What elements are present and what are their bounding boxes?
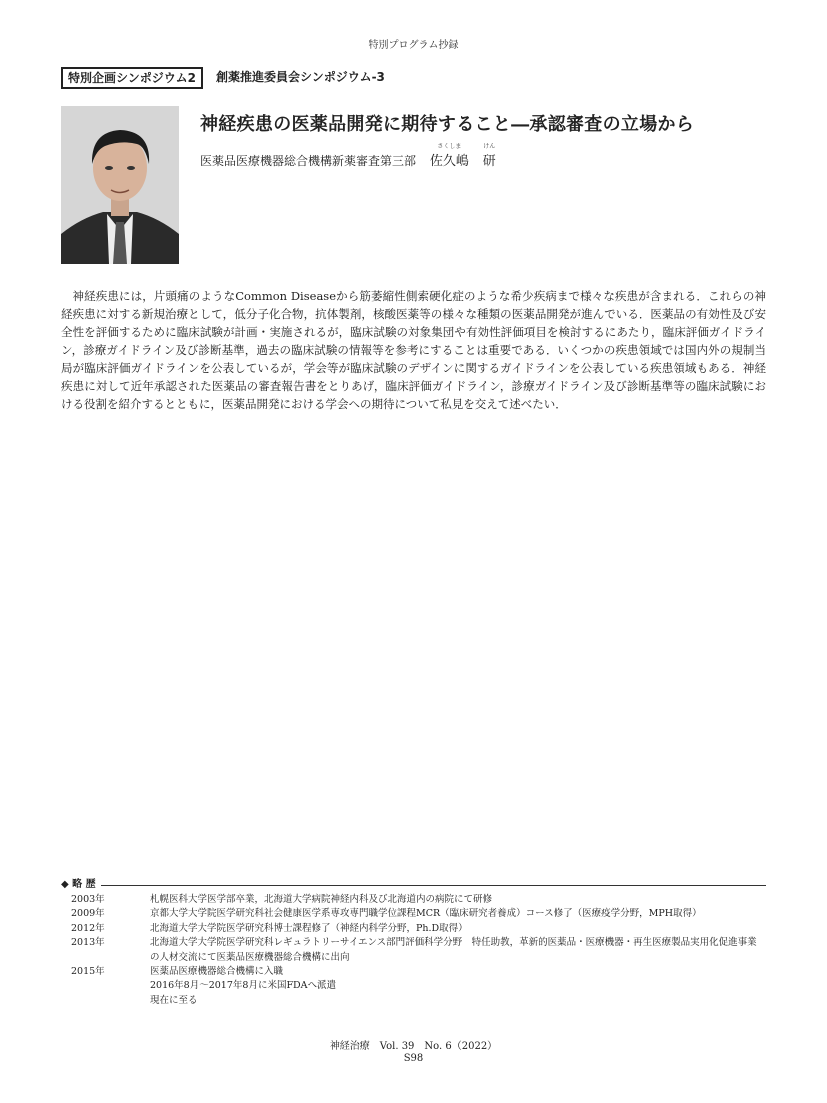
cv-line: 北海道大学大学院医学研究科レギュラトリーサイエンス部門評価科学分野 特任助教，革新的医薬品・医療機器・再生医療製品実用化促進事業の人材交流にて医薬品医療機器総合機構に出向 [150, 937, 757, 963]
cv-description [150, 907, 766, 921]
cv-description [150, 922, 766, 936]
cv-list [61, 893, 766, 1008]
cv-year: 2015年 [71, 966, 105, 978]
article-title: 神経疾患の医薬品開発に期待すること―承認審査の立場から [200, 114, 695, 135]
author-family-text: 佐久嶋 [429, 154, 469, 169]
author-photo [61, 106, 179, 264]
session-category-badge: 特別企画シンポジウム2 [61, 67, 203, 89]
cv-heading [61, 878, 766, 892]
cv-year: 2003年 [71, 894, 105, 905]
cv-description [150, 965, 766, 1008]
affiliation: 医薬品医療機器総合機構新薬審査第三部 [200, 154, 417, 168]
cv-line: 札幌医科大学医学部卒業，北海道大学病院神経内科及び北海道内の病院にて研修 [150, 894, 493, 905]
cv-entry [61, 965, 766, 1008]
running-header: 特別プログラム抄録 [368, 40, 459, 51]
author-family-name [429, 143, 469, 169]
cv-line: 現在に至る [150, 994, 198, 1006]
author-given-reading: けん [483, 143, 496, 150]
cv-entry [61, 893, 766, 907]
author-line [200, 143, 496, 169]
cv-line: 医薬品医療機器総合機構に入職 [150, 966, 284, 978]
journal-citation: 神経治療 Vol. 39 No. 6（2022） [329, 1041, 498, 1052]
session-name: 創薬推進委員会シンポジウム-3 [216, 70, 385, 84]
cv-heading-label: ◆ 略 歴 [61, 878, 102, 892]
author-family-reading: さくしま [437, 143, 462, 150]
cv-divider [101, 885, 766, 886]
author-given-text: 研 [482, 154, 496, 169]
cv-description [150, 936, 766, 965]
cv-description [150, 893, 766, 907]
abstract-text: 神経疾患には，片頭痛のようなCommon Diseaseから筋萎縮性側索硬化症のような希少疾病まで様々な疾患が含まれる．これらの神経疾患に対する新規治療として，低分子化合物，抗体製剤，核酸医薬等の様々な種類の医薬品開発が進んでいる．医薬品の有効性及び安全性を評価するために臨床試験が計画・実施されるが，臨床試験の対象集団や有効性評価項目を検討するにあたり，臨床評価ガイドライン，診療ガイドライン及び診断基準，過去の臨床試験の情報等を参考にすることは重要である．いくつかの疾患領域では国内外の規制当局が臨床評価ガイドラインを公表しているが，学会等が臨床試験のデザインに関するガイドラインを公表している疾患領域もある．神経疾患に対して近年承認された医薬品の審査報告書をとりあげ，臨床評価ガイドライン，診療ガイドライン及び診断基準等の臨床試験における役割を紹介するとともに，医薬品開発における学会への期待について私見を交えて述べたい． [61, 289, 766, 411]
page-number: S98 [403, 1053, 424, 1064]
cv-entry [61, 922, 766, 936]
cv-year: 2012年 [71, 922, 105, 934]
cv-year: 2013年 [71, 937, 105, 949]
author-given-name [482, 143, 496, 169]
cv-line: 京都大学大学院医学研究科社会健康医学系専攻専門職学位課程MCR（臨床研究者養成）コース修了（医療疫学分野，MPH取得） [150, 908, 702, 920]
cv-entry [61, 936, 766, 965]
cv-line: 2016年8月～2017年8月に米国FDAへ派遣 [150, 980, 337, 992]
portrait-image [61, 106, 179, 264]
cv-entry [61, 907, 766, 921]
cv-year: 2009年 [71, 908, 105, 920]
cv-line: 北海道大学大学院医学研究科博士課程修了（神経内科学分野，Ph.D取得） [150, 922, 468, 934]
